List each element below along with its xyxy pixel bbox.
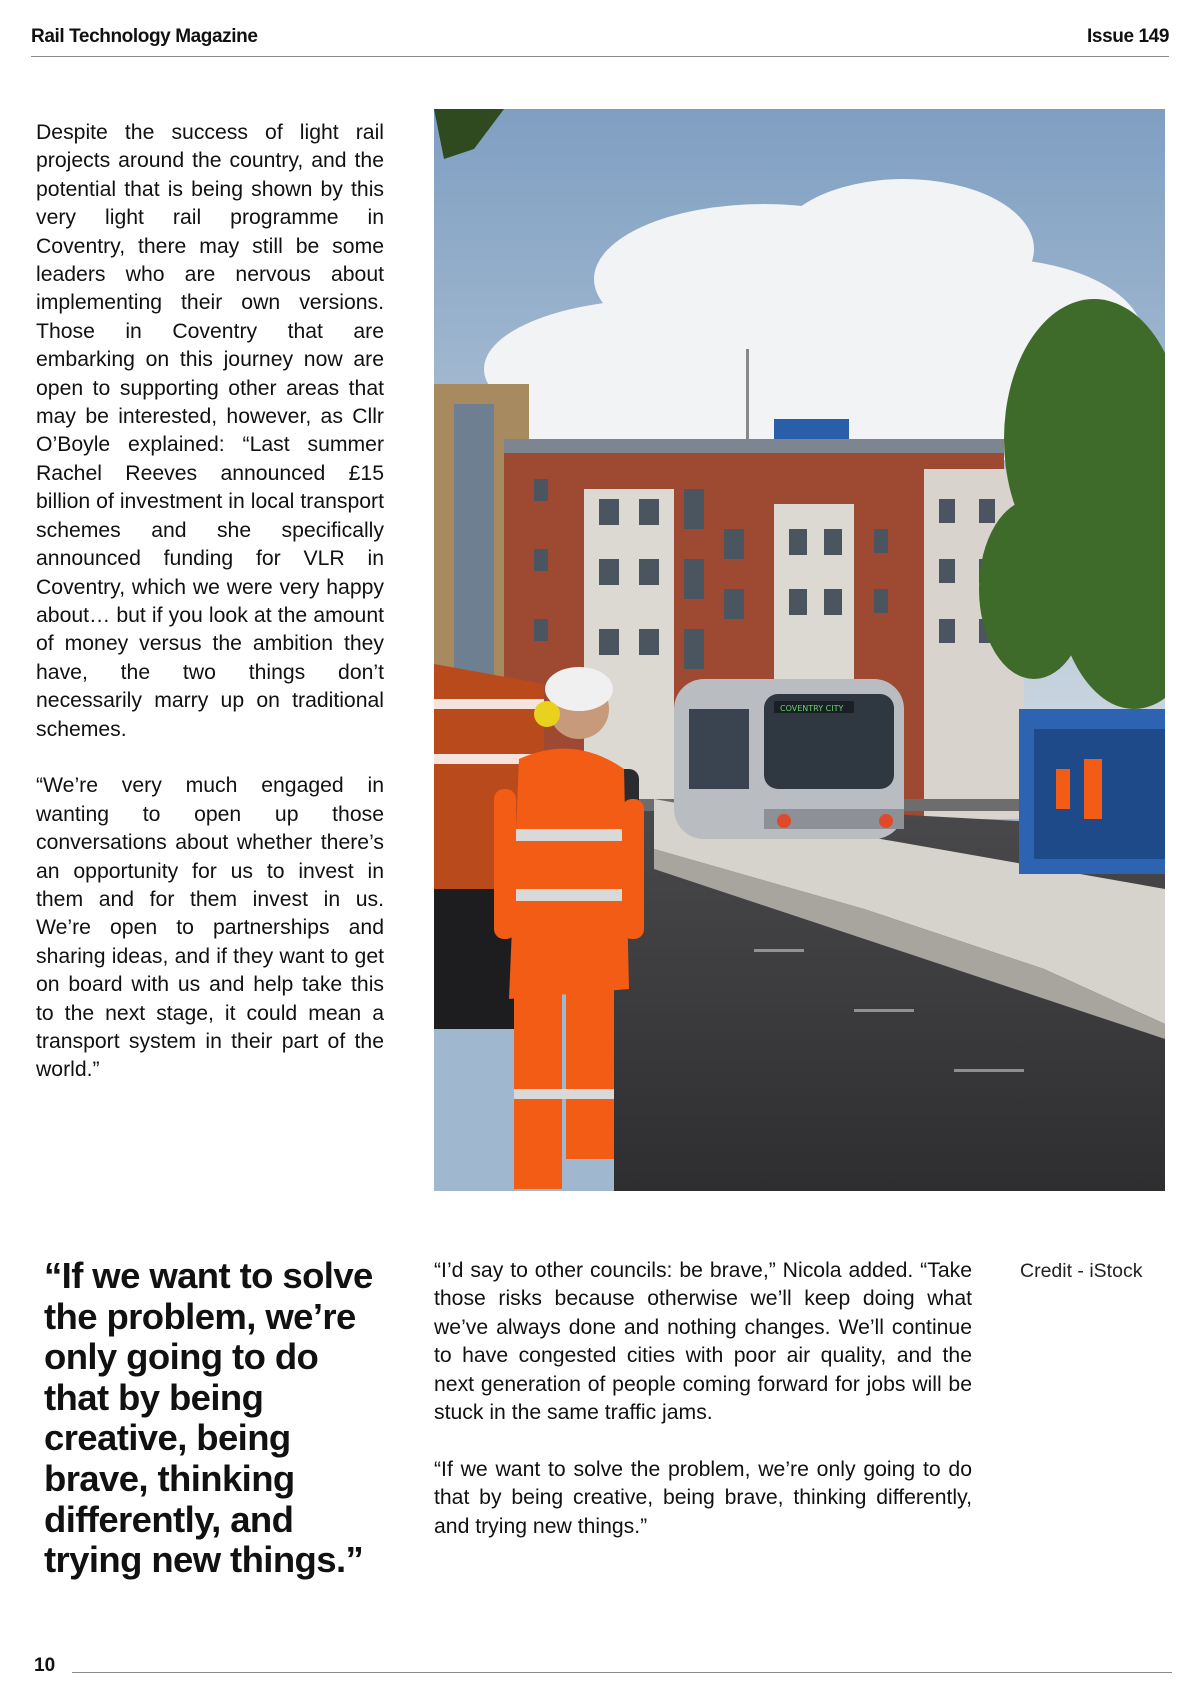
article-paragraph: “We’re very much engaged in wanting to open up those conversations about whether there’s an opportunity for us to invest in them and for them invest in us. We’re open to partnerships and sharing ideas, and if they want to get on board with us and help take this to the next stage, it could mean a transport system in their part of the world.” bbox=[36, 774, 384, 1082]
magazine-title: Rail Technology Magazine bbox=[31, 26, 258, 47]
article-paragraph: “If we want to solve the problem, we’re only going to do that by being creative, being brave, thinking differently, and trying new things.” bbox=[434, 1457, 972, 1538]
page-footer bbox=[34, 1654, 1172, 1678]
page-number: 10 bbox=[34, 1655, 56, 1676]
page-header bbox=[31, 26, 1169, 57]
article-photo bbox=[434, 109, 1165, 1191]
article-paragraph: Despite the success of light rail projects around the country, and the potential that is being shown by this very light rail programme in Coventry, there may still be some leaders who are nervous about implementing their own versions. Those in Coventry that are embarking on this journey now are open to supporting other areas that may be interested, however, as Cllr O’Boyle explained: “Last summer Rachel Reeves announced £15 billion of investment in local transport schemes and she specifically announced funding for VLR in Coventry, which we were very happy about… but if you look at the amount of money versus the ambition they have, the two things don’t necessarily marry up on traditional schemes. bbox=[36, 121, 384, 741]
photo-credit: Credit - iStock bbox=[1020, 1260, 1143, 1282]
issue-number: Issue 149 bbox=[1087, 26, 1169, 47]
article-column-right bbox=[434, 1257, 972, 1569]
footer-rule bbox=[72, 1672, 1172, 1673]
pull-quote: “If we want to solve the problem, we’re only going to do that by being creative, being brave, thinking differently, and trying new things.” bbox=[44, 1255, 373, 1581]
article-paragraph: “I’d say to other councils: be brave,” Nicola added. “Take those risks because otherwise we’ll keep doing what we’ve always done and nothing changes. We’ll continue to have congested cities with poor air quality, and the next generation of people coming forward for jobs will be stuck in the same traffic jams. bbox=[434, 1259, 972, 1425]
tram-destination: COVENTRY CITY bbox=[780, 704, 844, 713]
tram bbox=[674, 679, 904, 839]
article-column-left bbox=[36, 119, 384, 1113]
